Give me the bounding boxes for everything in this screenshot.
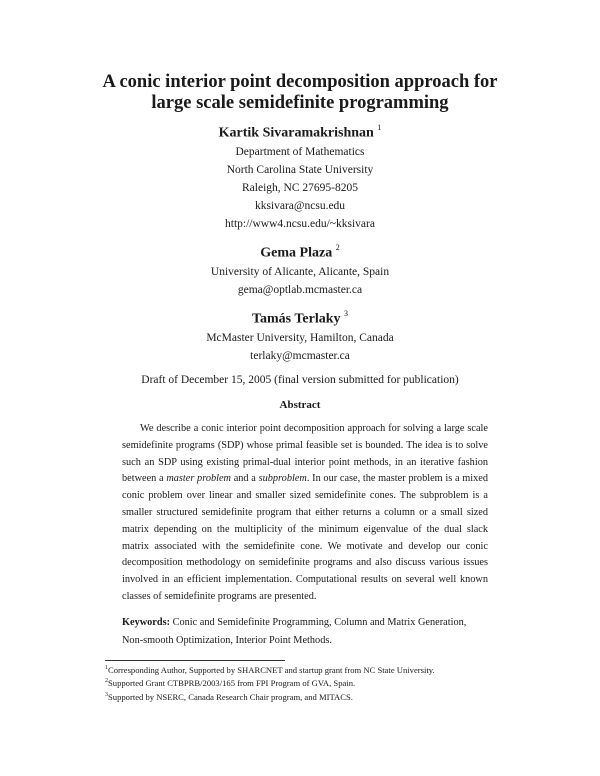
keywords-text: Conic and Semidefinite Programming, Column and Matrix Generation, Non-smooth Optimization, Interior Point Methods. bbox=[122, 617, 467, 646]
draft-note: Draft of December 15, 2005 (final version submitted for publication) bbox=[141, 374, 459, 386]
title-line-2: large scale semidefinite programming bbox=[151, 93, 449, 113]
keywords-label: Keywords: bbox=[122, 617, 171, 628]
affiliation-line: North Carolina State University bbox=[226, 163, 374, 176]
author-block-1 bbox=[80, 120, 520, 233]
author-email: kksivara@ncsu.edu bbox=[254, 199, 346, 212]
author-block-3 bbox=[80, 306, 520, 365]
author-email: gema@optlab.mcmaster.ca bbox=[237, 283, 363, 296]
affiliation-line: McMaster University, Hamilton, Canada bbox=[206, 331, 394, 344]
emphasis-master-problem: master problem bbox=[166, 473, 231, 485]
author-url: http://www4.ncsu.edu/~kksivara bbox=[225, 217, 375, 230]
footnote-rule bbox=[105, 660, 285, 661]
footnote-mark: 1 bbox=[377, 123, 382, 132]
paper-title bbox=[40, 72, 560, 114]
footnote-mark: 2 bbox=[335, 243, 340, 252]
abstract-paragraph: We describe a conic interior point decomposition approach for solving a large scale semidefinite programs (SDP) whose primal feasible set is bounded. The idea is to solve such an SDP using existing primal-dual interior point methods, in an iterative fashion between a master problem and a subproblem. In our case, the master problem is a mixed conic problem over linear and smaller sized semidefinite cones. The subproblem is a smaller structured semidefinite program that either returns a column or a small sized matrix depending on the multiplicity of the minimum eigenvalue of the dual slack matrix associated with the semidefinite cone. We motivate and develop our conic decomposition methodology on semidefinite programs and also discuss various issues involved in an efficient implementation. Computational results on several well known classes of semidefinite programs are presented. bbox=[122, 423, 488, 602]
author-email: terlaky@mcmaster.ca bbox=[250, 349, 350, 362]
abstract-body bbox=[122, 421, 488, 606]
affiliation-line: Raleigh, NC 27695-8205 bbox=[242, 181, 358, 194]
author-block-2 bbox=[80, 240, 520, 299]
footnote-mark: 3 bbox=[344, 309, 349, 318]
keywords bbox=[122, 614, 488, 650]
footnotes bbox=[105, 663, 545, 703]
abstract-heading: Abstract bbox=[279, 399, 321, 411]
footnote-1: $^1$Corresponding Author, Supported by SHARCNET and startup grant from NC State University. bbox=[105, 664, 435, 675]
footnote-3: $^3$Supported by NSERC, Canada Research Chair program, and MITACS. bbox=[105, 691, 353, 702]
affiliation-line: University of Alicante, Alicante, Spain bbox=[210, 265, 390, 278]
author-name: Tamás Terlaky $^3$ bbox=[251, 309, 349, 327]
footnote-2: $^2$Supported Grant CTBPRB/2003/165 from FPI Program of GVA, Spain. bbox=[105, 678, 356, 689]
title-line-1: A conic interior point decomposition approach for bbox=[102, 72, 498, 92]
emphasis-subproblem: subproblem bbox=[258, 473, 307, 485]
author-name: Gema Plaza $^2$ bbox=[260, 243, 340, 261]
affiliation-line: Department of Mathematics bbox=[235, 145, 365, 158]
author-name: Kartik Sivaramakrishnan $^1$ bbox=[218, 123, 382, 141]
